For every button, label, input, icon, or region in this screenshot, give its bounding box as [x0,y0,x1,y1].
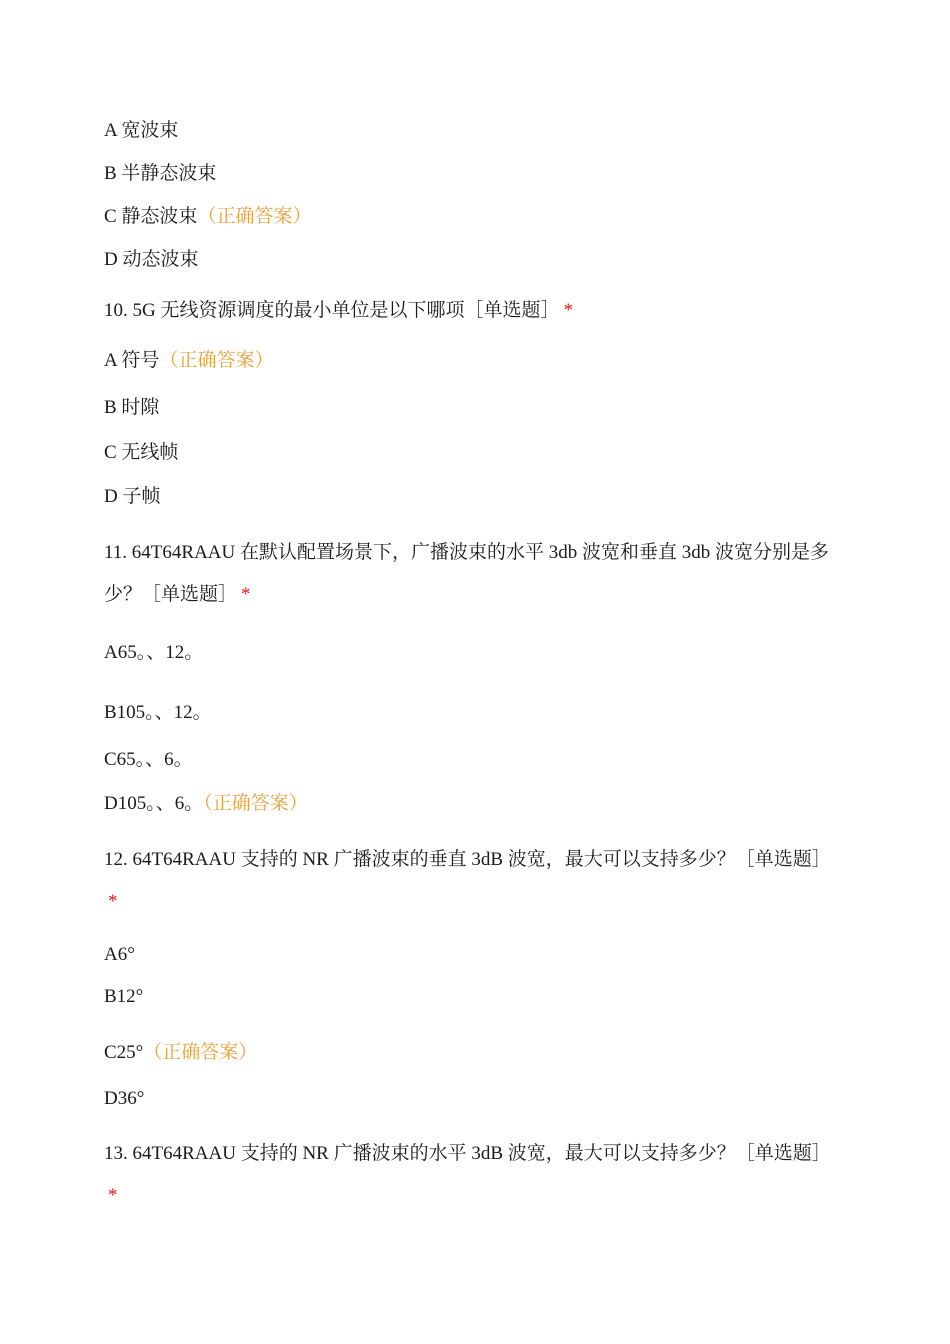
required-mark: * [241,584,251,605]
q10-option-b: B 时隙 [104,397,160,418]
q12-option-a: A6° [104,944,135,965]
q11-option-b: B105。、12。 [104,702,212,723]
correct-answer-tag: （正确答案） [143,1042,258,1063]
required-mark: * [108,1185,118,1206]
q9-option-b: B 半静态波束 [104,163,217,184]
q10-option-a: A 符号（正确答案） [104,350,274,371]
q10-option-d: D 子帧 [104,486,161,507]
q9-option-c: C 静态波束（正确答案） [104,206,312,227]
correct-answer-tag: （正确答案） [159,350,274,371]
q12-option-d: D36° [104,1088,145,1109]
q10-option-c: C 无线帧 [104,442,179,463]
q13-question: 13. 64T64RAAU 支持的 NR 广播波束的水平 3dB 波宽，最大可以支持多少？［单选题］* [104,1143,831,1206]
q11-option-d: D105。、6。（正确答案） [104,793,308,814]
q12-option-c: C25°（正确答案） [104,1042,258,1063]
q12-option-b: B12° [104,986,144,1007]
required-mark: * [108,891,118,912]
q11-question: 11. 64T64RAAU 在默认配置场景下，广播波束的水平 3db 波宽和垂直 3db 波宽分别是多少？［单选题］ * [104,542,829,605]
q9-option-a: A 宽波束 [104,120,179,141]
q10-question: 10. 5G 无线资源调度的最小单位是以下哪项［单选题］ * [104,300,573,321]
q11-option-c: C65。、6。 [104,749,193,770]
q11-option-a: A65。、12。 [104,642,204,663]
correct-answer-tag: （正确答案） [197,206,312,227]
correct-answer-tag: （正确答案） [203,793,308,814]
required-mark: * [563,300,573,321]
q12-question: 12. 64T64RAAU 支持的 NR 广播波束的垂直 3dB 波宽，最大可以支持多少？［单选题］* [104,849,831,912]
q9-option-d: D 动态波束 [104,249,199,270]
